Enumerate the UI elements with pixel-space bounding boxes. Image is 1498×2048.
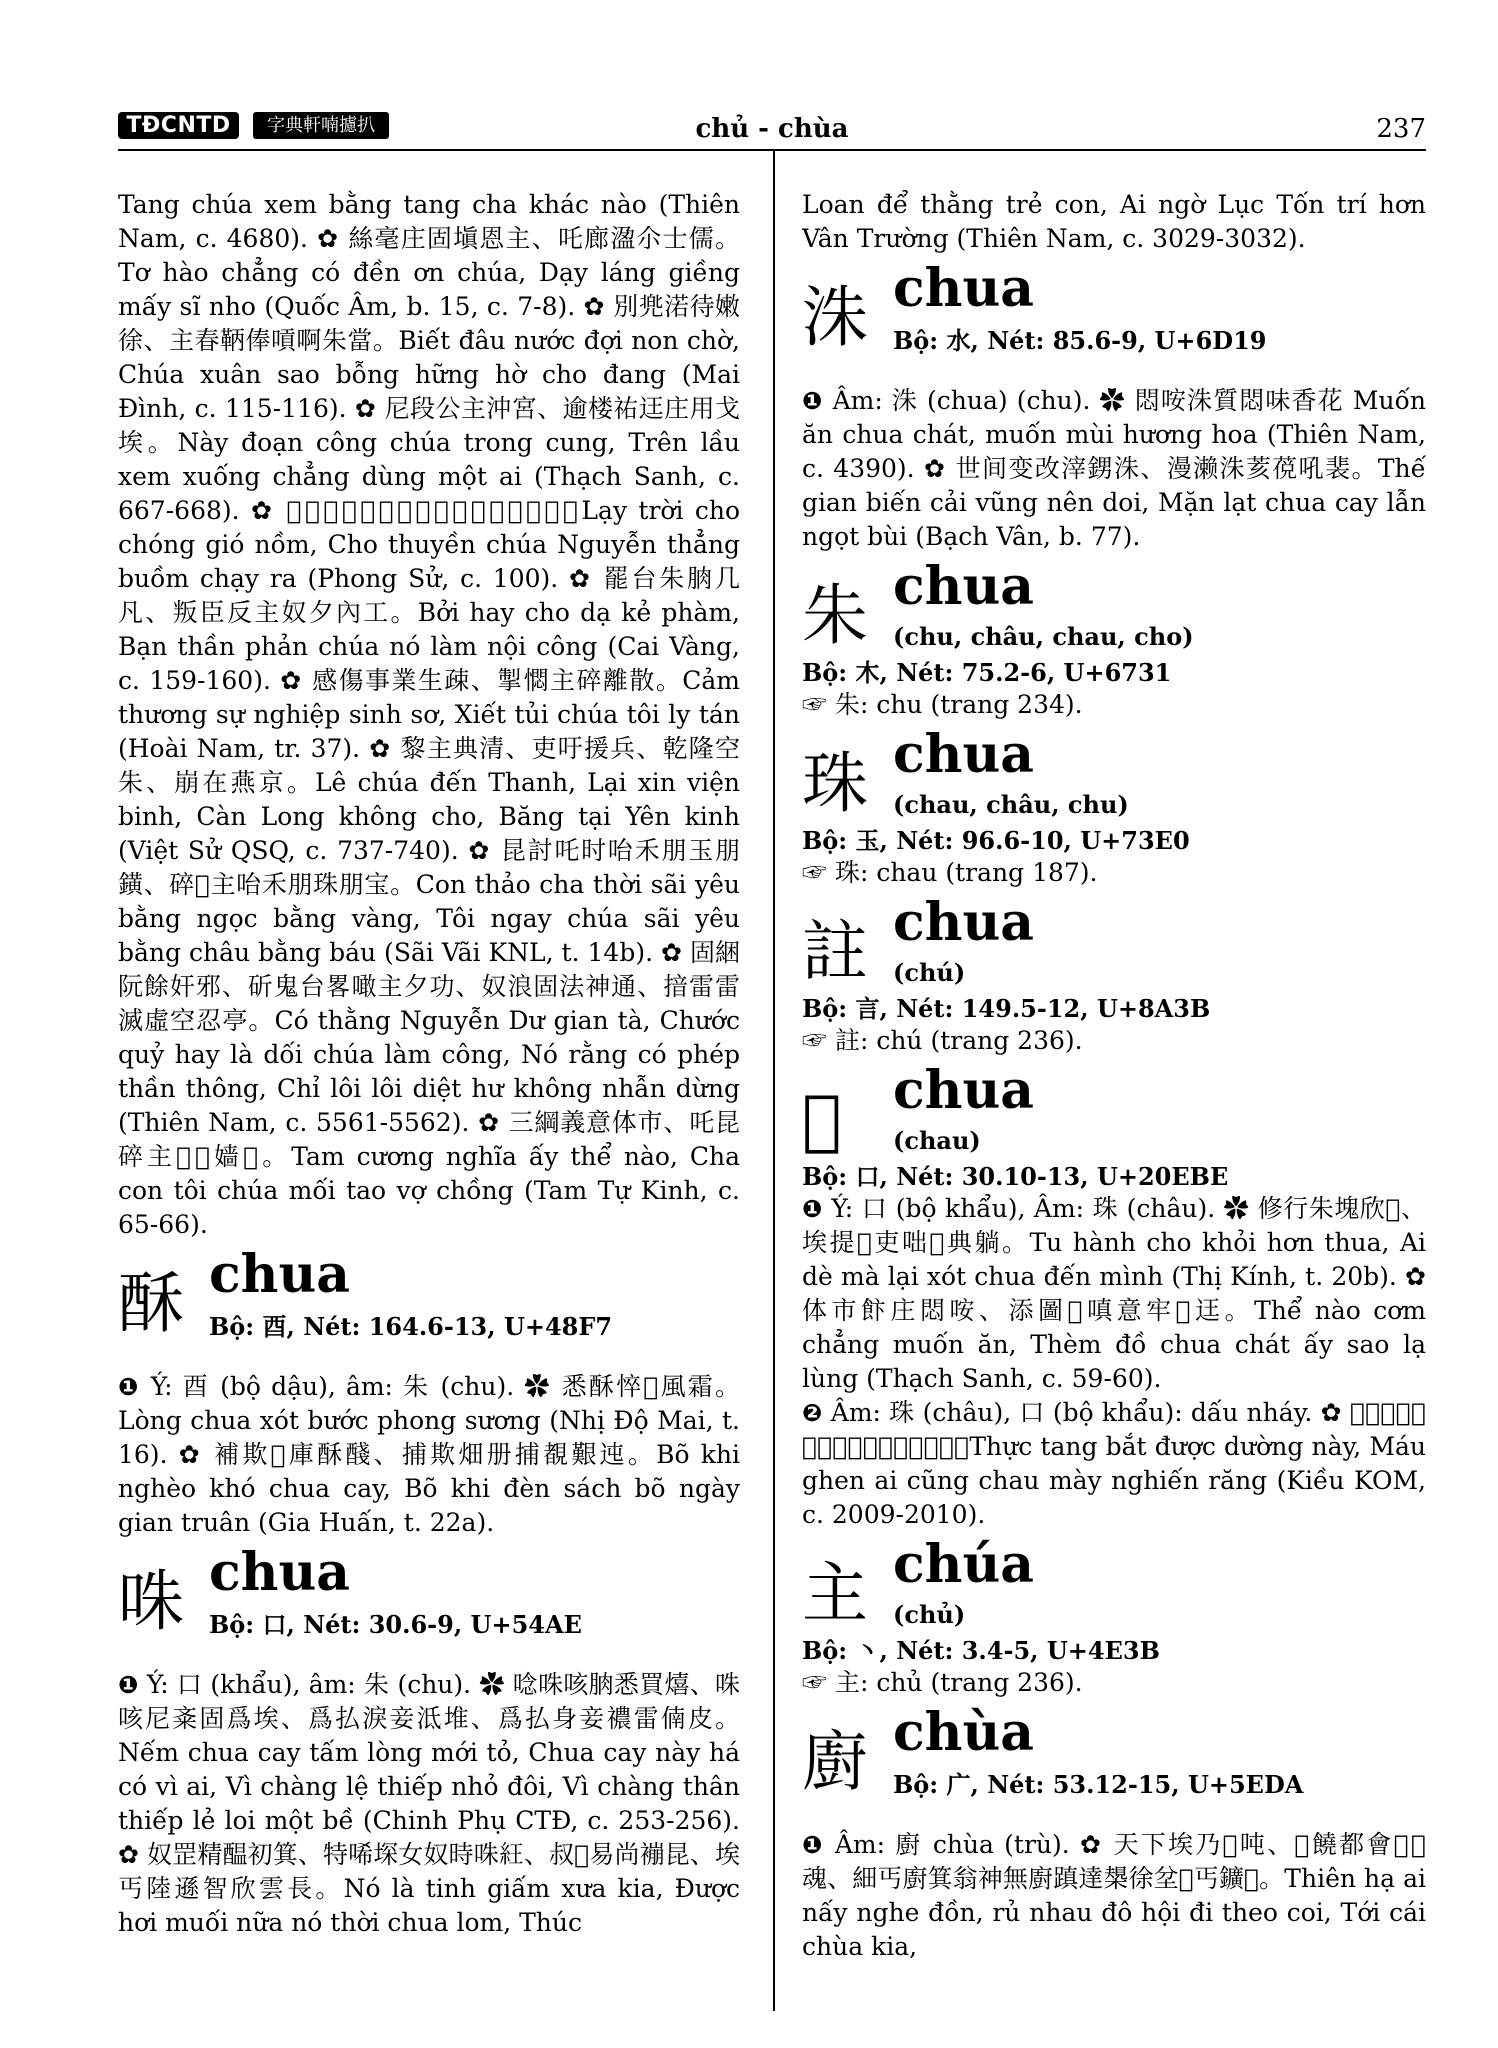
entry-headword: chua — [893, 724, 1034, 785]
entry-headword: chua — [893, 556, 1034, 617]
entry-sense: ❶ Ý: 酉 (bộ dậu), âm: 朱 (chu). ✿ 悉酥悴𨇒風霜。Lòng chua xót bước phong sương (Nhị Độ Mai, t. 16). ✿ 補欺𩟡庫酥醆、捕欺畑册捕覩艱迍。Bõ khi nghèo khó chua cay, Bõ khi đèn sách bõ ngày gian truân (Gia Huấn, t. 22a). — [118, 1372, 741, 1537]
entry-alt-readings: (chu, châu, chau, cho) — [893, 622, 1194, 651]
entry-headword: chua — [209, 1542, 350, 1603]
entry-glyph: 咮 — [118, 1563, 184, 1640]
right-column — [802, 188, 1426, 1964]
cross-reference: ☞ 朱: chu (trang 234). — [802, 690, 1083, 719]
entry-headword: chúa — [893, 1534, 1034, 1595]
entry-glyph: 𠺾 — [802, 1081, 842, 1158]
entry-headword: chùa — [893, 1702, 1034, 1763]
entry-chua-8 — [802, 1534, 1426, 1700]
cross-reference: ☞ 珠: chau (trang 187). — [802, 858, 1098, 887]
entry-chua-1 — [118, 1244, 741, 1540]
page-header — [118, 108, 1426, 148]
entry-sense: ❶ Ý: 口 (khẩu), âm: 朱 (chu). ✿ 唸咮咳朒悉買熺、咮咳尼㪰固爲埃、爲払淚妾泜堆、爲払身妾禯雷㑲皮。Nếm chua cay tấm lòng mới tỏ, Chua cay này há có vì ai, Vì chàng lệ thiếp nhỏ đôi, Vì chàng thân thiếp lẻ loi một bề (Chinh Phụ CTĐ, c. 253-256). ✿ 奴罡精醖初箕、特唏堔女奴時咮𥿁、叔𩛄易尚䙖昆、埃丐陸遜智欣雲長。Nó là tinh giấm xưa kia, Được hơi muối nữa nó thời chua lom, Thúc — [118, 1670, 740, 1937]
cross-reference: ☞ 註: chú (trang 236). — [802, 1026, 1083, 1055]
cross-reference: ☞ 主: chủ (trang 236). — [802, 1668, 1083, 1697]
entry-sense: ❶ Âm: 廚 chùa (trù). ✿ 天下埃乃𦗏吨、𠴍饒都會𨁇𨀎魂、細丐廚箕翁神無廚蹎達槼徐坌𢭮丐鑛𨁇。Thiên hạ ai nấy nghe đồn, rủ nhau đô hội đi theo coi, Tới cái chùa kia, — [802, 1830, 1426, 1961]
entry-radical-info: Bộ: 木, Nét: 75.2-6, U+6731 — [802, 658, 1172, 687]
entry-radical-info: Bộ: 酉, Nét: 164.6-13, U+48F7 — [209, 1312, 613, 1341]
column-divider — [773, 151, 775, 2011]
entry-alt-readings: (chau) — [893, 1126, 981, 1155]
header-rule — [118, 149, 1426, 151]
entry-glyph: 註 — [802, 913, 868, 990]
entry-radical-info: Bộ: 言, Nét: 149.5-12, U+8A3B — [802, 994, 1211, 1023]
entry-glyph: 酥 — [118, 1265, 184, 1342]
entry-alt-readings: (chau, châu, chu) — [893, 790, 1129, 819]
entry-chua-5 — [802, 724, 1426, 890]
entry-alt-readings: (chủ) — [893, 1600, 966, 1629]
entry-radical-info: Bộ: 丶, Nét: 3.4-5, U+4E3B — [802, 1636, 1160, 1665]
dictionary-han-logo: 字典軒喃攄扒 — [253, 112, 389, 139]
entry-glyph: 朱 — [802, 577, 868, 654]
entry-sense: ❶ Âm: 洙 (chua) (chu). ✿ 悶咹洙質悶味香花 Muốn ăn chua chát, muốn mùi hương hoa (Thiên Nam, c. 4390). ✿ 世间变改滓𨦻洙、漫濑洙荄䓲吼裴。Thế gian biến cải vũng nên doi, Mặn lạt chua cay lẫn ngọt bùi (Bạch Vân, b. 77). — [802, 386, 1427, 551]
continuation-paragraph: Loan để thằng trẻ con, Ai ngờ Lục Tốn trí hơn Vân Trường (Thiên Nam, c. 3029-3032). — [802, 190, 1426, 253]
entry-headword: chua — [893, 892, 1034, 953]
entry-glyph: 廚 — [802, 1723, 868, 1800]
entry-headword: chua — [893, 258, 1034, 319]
entry-chua-3 — [802, 258, 1427, 554]
entry-glyph: 珠 — [802, 745, 868, 822]
dictionary-logo: TĐCNTD — [118, 112, 239, 139]
left-column — [118, 188, 740, 1940]
entry-radical-info: Bộ: 口, Nét: 30.6-9, U+54AE — [209, 1610, 582, 1639]
entry-headword: chua — [893, 1060, 1034, 1121]
entry-headword: chua — [209, 1244, 350, 1305]
entry-radical-info: Bộ: 水, Nét: 85.6-9, U+6D19 — [893, 326, 1267, 355]
entry-chua-6 — [802, 892, 1426, 1058]
entry-radical-info: Bộ: 广, Nét: 53.12-15, U+5EDA — [893, 1770, 1304, 1799]
entry-radical-info: Bộ: 玉, Nét: 96.6-10, U+73E0 — [802, 826, 1190, 855]
entry-chua-4 — [802, 556, 1426, 722]
entry-glyph: 主 — [802, 1555, 868, 1632]
continuation-paragraph: Tang chúa xem bằng tang cha khác nào (Thiên Nam, c. 4680). ✿ 絲毫庄固塡恩主、吒廊溋尒士儒。Tơ hào chẳng có đền ơn chúa, Dạy láng giềng mấy sĩ nho (Quốc Âm, b. 15, c. 7-8). ✿ 別兠渃待嫩徐、主春鞆俸嗊啊朱當。Biết đâu nước đợi non chờ, Chúa xuân sao bỗng hững hờ cho đang (Mai Đình, c. 115-116). ✿ 尼段公主沖宮、逾楼祐迋庄用戈埃。Này đoạn công chúa trong cung, Trên lầu xem xuống chẳng dùng một ai (Thạch Sanh, c. 667-668). ✿ 𢄂巠朱𩙻𩙌南、朱船主阮𠫾帆𧼋𤀖。Lạy trời cho chóng gió nồm, Cho thuyền chúa Nguyễn thẳng buồm chạy ra (Phong Sử, c. 100). ✿ 罷台朱朒几凡、叛臣反主奴夕內工。Bởi hay cho dạ kẻ phàm, Bạn thần phản chúa nó làm nội công (Cai Vàng, c. 159-160). ✿ 感傷事業生疎、掣㦖主碎離散。Cảm thương sự nghiệp sinh sơ, Xiết tủi chúa tôi ly tán (Hoài Nam, tr. 37). ✿ 黎主典清、吏吁援兵、乾隆空朱、崩在燕京。Lê chúa đến Thanh, Lại xin viện binh, Càn Long không cho, Băng tại Yên kinh (Việt Sử QSQ, c. 737-740). ✿ 昆討吒时咍禾朋玉朋鐄、碎𣦍主咍禾朋珠朋宝。Con thảo cha thời sãi yêu bằng ngọc bằng vàng, Tôi ngay chúa sãi yêu bằng châu bằng báu (Sãi Vãi KNL, t. 14b). ✿ 固綑阮餘奸邪、斫鬼台畧噉主夕功、奴浪固法神通、揞雷雷滅虛空忍亭。Có thằng Nguyễn Dư gian tà, Chước quỷ hay là dối chúa làm công, Nó rằng có phép thần thông, Chỉ lôi lôi diệt hư không nhẫn dừng (Thiên Nam, c. 5561-5562). ✿ 三綱義意体市、吒昆碎主𦁀𧈅嫱𡞕。Tam cương nghĩa ấy thể nào, Cha con tôi chúa mối tao vợ chồng (Tam Tự Kinh, c. 65-66). — [118, 190, 740, 1239]
entry-chua-2 — [118, 1542, 740, 1940]
entry-sense: ❷ Âm: 珠 (châu), 口 (bộ khẩu): dấu nháy. ✿ 𡨹䏧扒特豸尼、𢬣悭埃拱𠺾眉哯𩨋。Thực tang bắt được dường này, Máu ghen ai cũng chau mày nghiến răng (Kiều KOM, c. 2009-2010). — [802, 1398, 1426, 1529]
entry-chua-9 — [802, 1702, 1426, 1964]
entry-chua-7 — [802, 1060, 1426, 1532]
entry-alt-readings: (chú) — [893, 958, 966, 987]
page-number: 237 — [1376, 114, 1426, 144]
running-title: chủ - chùa — [695, 114, 849, 144]
entry-glyph: 洙 — [802, 279, 868, 356]
entry-sense: ❶ Ý: 口 (bộ khẩu), Âm: 珠 (châu). ✿ 修行朱塊欣𠳨、埃提𠹾吏咄𠺾典躺。Tu hành cho khỏi hơn thua, Ai dè mà lại xót chua đến mình (Thị Kính, t. 20b). ✿ 体市飰庄悶咹、添圖𠺾嗔意牢𨆢迋。Thể nào cơm chẳng muốn ăn, Thèm đồ chua chát ấy sao lạ lùng (Thạch Sanh, c. 59-60). — [802, 1194, 1426, 1393]
entry-radical-info: Bộ: 口, Nét: 30.10-13, U+20EBE — [802, 1162, 1229, 1191]
